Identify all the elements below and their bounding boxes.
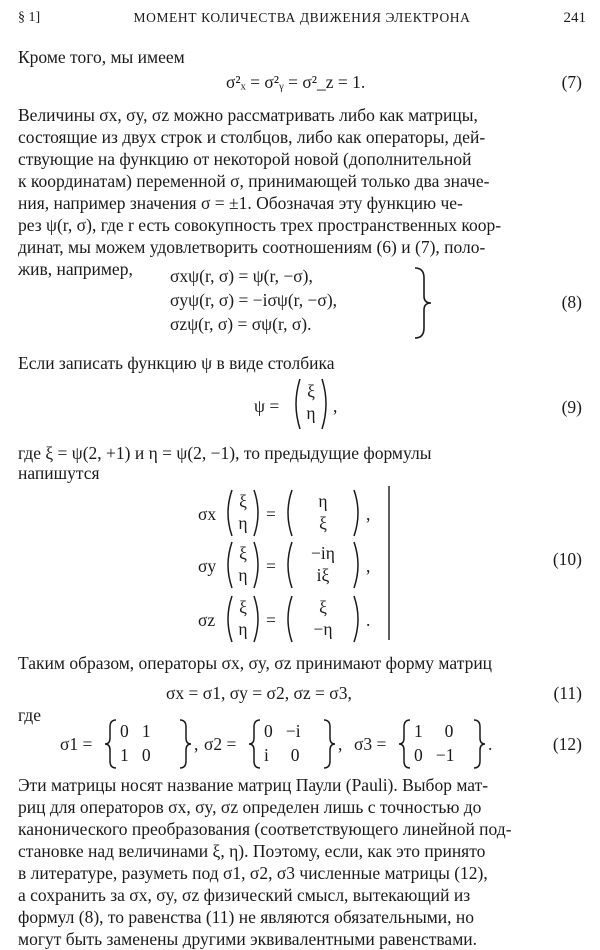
intro-line: Кроме того, мы имеем [18,47,185,67]
left-brace-icon [104,718,118,770]
paragraph-4: Таким образом, операторы σx, σy, σz принимают форму матриц [18,653,493,673]
right-paren-icon [352,540,364,590]
paragraph-1-line: динат, мы можем удовлетворить соотношениям (6) и (7), поло- [18,237,486,257]
equals-sign: = [266,556,276,576]
right-paren-icon [252,488,264,538]
matrix-row: 0 −i [264,721,301,741]
equals-sign: = [266,610,276,630]
vertical-bar-icon [386,486,392,640]
comma: , [366,504,371,524]
matrix-row: 0 1 [120,721,151,741]
matrix-row: 1 0 [414,721,454,741]
vector-top: ξ [239,543,247,563]
matrix-name: σ3 = [354,734,387,754]
paragraph-5-line: а сохранить за σx, σy, σz физический смысл, вытекающий из [18,885,471,905]
left-paren-icon [290,377,302,431]
vector-top: ξ [239,597,247,617]
paragraph-3-line: где ξ = ψ(2, +1) и η = ψ(2, −1), то предыдущие формулы [18,443,432,463]
right-brace-icon [472,718,486,770]
vector-bottom: η [306,403,316,423]
matrix-row: 1 0 [120,745,151,765]
equation-8-number: (8) [561,292,582,312]
matrix-name: σ2 = [204,734,237,754]
equation-11-number: (11) [553,683,582,703]
right-paren-icon [352,488,364,538]
left-paren-icon [222,594,234,644]
right-brace-icon [322,718,336,770]
vector-top: ξ [307,381,315,401]
matrix-row: i 0 [264,745,300,765]
equation-9-number: (9) [561,397,582,417]
left-paren-icon [222,488,234,538]
equation-8-line: σzψ(r, σ) = σψ(r, σ). [170,314,312,334]
running-header [18,10,586,34]
punctuation: , [194,734,199,754]
where-label: где [18,705,41,725]
equation-8-line: σxψ(r, σ) = ψ(r, −σ), [170,266,313,286]
punctuation: , [338,734,343,754]
column-vector [302,380,320,424]
operator-label: σz [198,610,216,630]
section-marker: § 1] [18,10,41,25]
matrix-row: 0 −1 [414,745,455,765]
operator-label: σx [198,504,217,524]
vector-top: ξ [239,491,247,511]
paragraph-5-line: риц для операторов σx, σy, σz определен лишь с точностью до [18,797,482,817]
paragraph-3-line: напишутся [18,463,100,483]
paragraph-1-line: к координатам) переменной σ, принимающей только два значе- [18,171,490,191]
right-brace-icon [178,718,192,770]
paragraph-2: Если записать функцию ψ в виде столбика [18,353,335,373]
equals-sign: = [266,504,276,524]
equation-11: σx = σ1, σy = σ2, σz = σ3, [166,683,352,703]
equation-8-line: σyψ(r, σ) = −iσψ(r, −σ), [170,290,338,310]
equation-12-number: (12) [552,734,582,754]
right-paren-icon [320,377,332,431]
paragraph-5-line: в литературе, разуметь под σ1, σ2, σ3 численные матрицы (12), [18,863,488,883]
comma: . [366,610,371,630]
left-brace-icon [248,718,262,770]
right-brace-icon [412,266,434,340]
left-paren-icon [282,540,294,590]
result-bottom: iξ [316,565,330,585]
paragraph-5-line: формул (8), то равенства (11) не являются обязательными, но [18,907,475,927]
vector-bottom: η [238,619,248,639]
matrix-name: σ1 = [60,734,93,754]
equation-7: σ²ₓ = σ²ᵧ = σ²_z = 1. [226,72,366,92]
page-number: 241 [563,10,586,26]
paragraph-5-line: Эти матрицы носят название матриц Паули (Pauli). Выбор мат- [18,775,489,795]
paragraph-5-line: канонического преобразования (соответствующего линейной под- [18,819,512,839]
paragraph-1-line: ния, например значения σ = ±1. Обозначая эту функцию че- [18,193,463,213]
result-bottom: −η [313,619,333,639]
equation-9-lhs: ψ = [254,396,280,416]
paragraph-1-line: Величины σx, σy, σz можно рассматривать либо как матрицы, [18,105,478,125]
paragraph-5-line: становке над величинами ξ, η). Поэтому, если, как это принято [18,841,486,861]
paragraph-1-line: состоящие из двух строк и столбцов, либо как операторы, дей- [18,127,486,147]
paragraph-1-line: ствующие на функцию от некоторой новой (дополнительной [18,149,472,169]
chapter-title: МОМЕНТ КОЛИЧЕСТВА ДВИЖЕНИЯ ЭЛЕКТРОНА [133,10,471,25]
comma: , [366,556,371,576]
result-top: −iη [311,543,335,563]
equation-7-number: (7) [561,72,582,92]
right-paren-icon [252,540,264,590]
operator-label: σy [198,556,217,576]
left-paren-icon [282,594,294,644]
punctuation: . [488,734,493,754]
paragraph-5-line: могут быть заменены другими эквивалентными равенствами. [18,929,478,949]
paragraph-1-line: жив, например, [18,259,133,279]
result-top: ξ [319,597,327,617]
right-paren-icon [252,594,264,644]
left-brace-icon [398,718,412,770]
right-paren-icon [352,594,364,644]
paragraph-1-line: рез ψ(r, σ), где r есть совокупность трех пространственных коор- [18,215,502,235]
left-paren-icon [282,488,294,538]
vector-bottom: η [238,513,248,533]
equation-10-number: (10) [552,549,582,569]
vector-bottom: η [238,565,248,585]
left-paren-icon [222,540,234,590]
result-top: η [318,491,328,511]
result-bottom: ξ [319,513,327,533]
